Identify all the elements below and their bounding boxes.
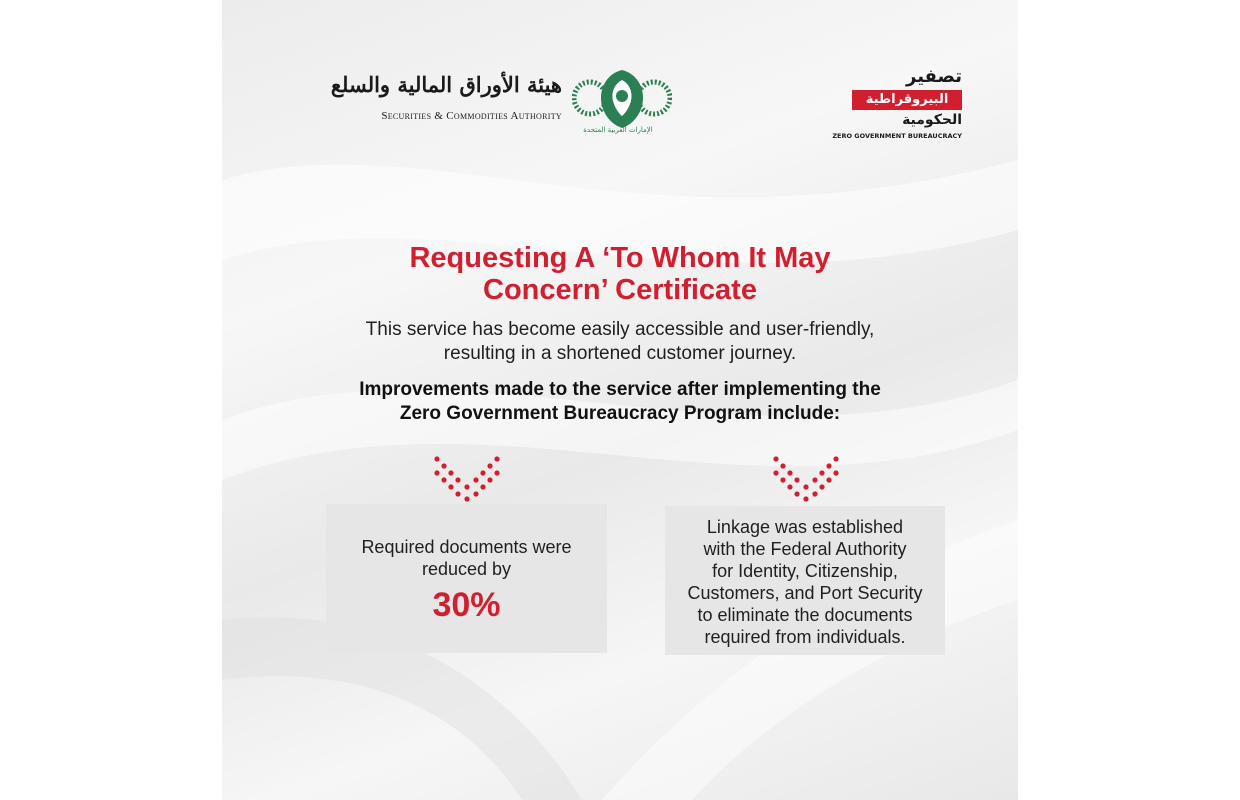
card-line: reduced by [421,559,512,579]
card-line: Required documents were [361,537,572,557]
card-line: Customers, and Port Security [687,583,923,603]
zgb-arabic-line1: تصفير [906,66,962,87]
documents-reduced-text [326,536,607,580]
emblem-caption: الإمارات العربية المتحدة [583,126,653,134]
linkage-card [665,506,945,655]
zgb-logo [832,66,962,142]
zgb-arabic-line3: الحكومية [902,112,962,128]
subtitle [312,318,928,366]
zgb-arabic-line2: البيروقراطية [852,90,962,110]
page-title [312,242,928,306]
dot-arrow-down-icon [771,454,841,502]
subtitle-line: This service has become easily accessible and user-friendly, [365,319,875,340]
sca-name-english: Securities & Commodities Authority [381,110,562,122]
reduction-percentage: 30% [432,586,501,624]
card-line: required from individuals. [704,627,906,647]
title-line: Requesting A ‘To Whom It May [409,242,831,274]
zgb-english: ZERO GOVERNMENT BUREAUCRACY [832,132,962,140]
improvements-line: Zero Government Bureaucracy Program include: [399,403,841,424]
sca-name-arabic: هيئة الأوراق المالية والسلع [330,72,562,97]
card-line: for Identity, Citizenship, [712,561,898,581]
card-line: to eliminate the documents [697,605,913,625]
sca-logo [274,64,653,144]
card-line: Linkage was established [706,517,904,537]
subtitle-line: resulting in a shortened customer journey. [443,343,797,364]
title-line: Concern’ Certificate [483,274,757,306]
documents-reduced-card [326,504,607,653]
improvements-heading [282,378,958,426]
linkage-text [675,516,935,648]
dot-arrow-down-icon [432,454,502,502]
card-line: with the Federal Authority [703,539,907,559]
improvements-line: Improvements made to the service after implementing the [359,379,881,400]
poster [222,0,1018,800]
